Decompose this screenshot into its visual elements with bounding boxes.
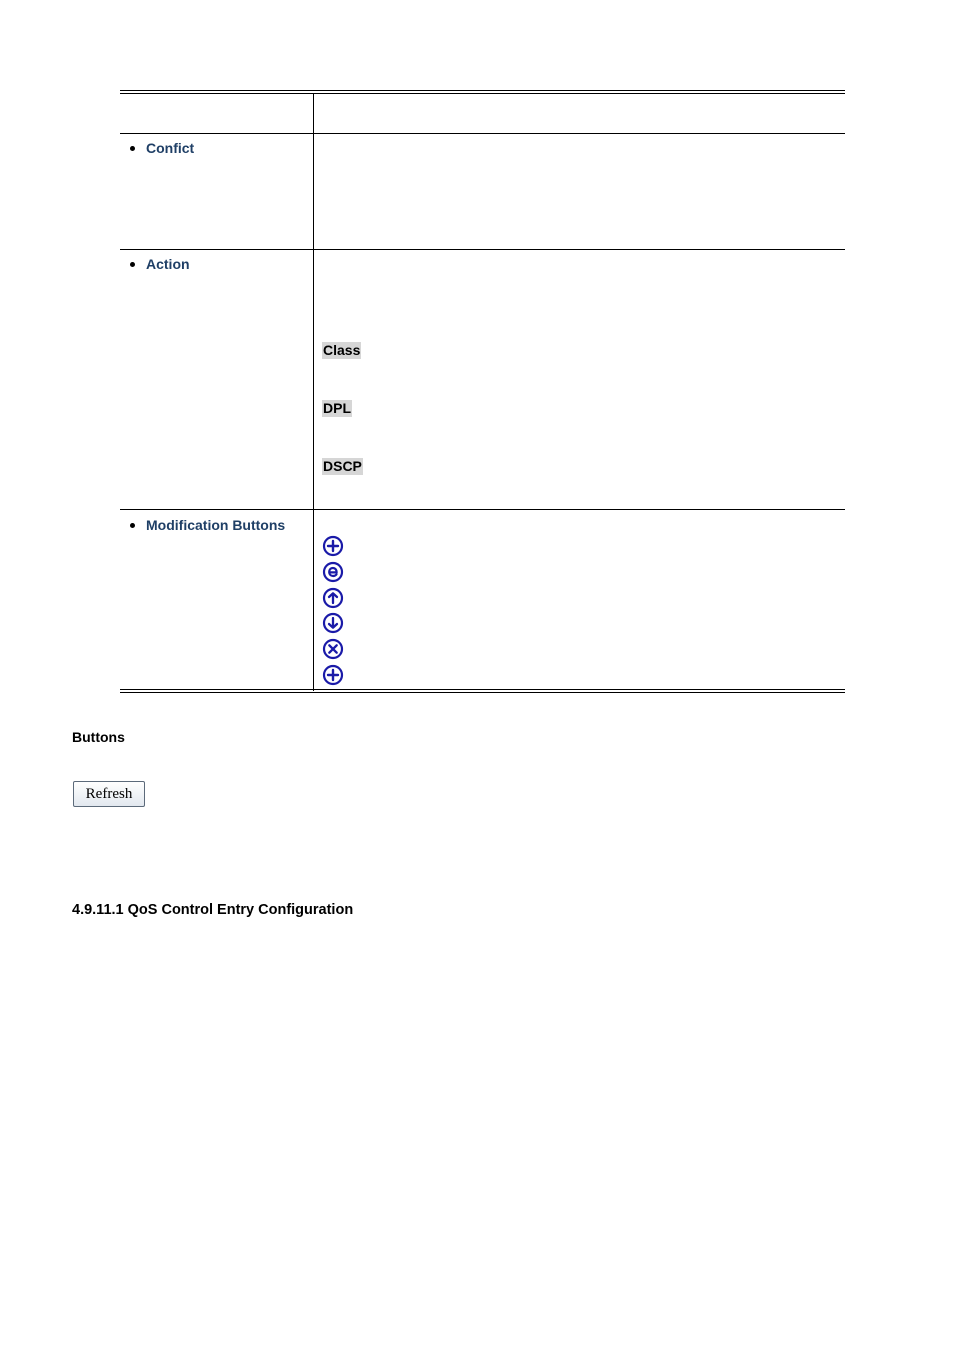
action-class-tag: Class xyxy=(323,342,361,358)
bullet-icon xyxy=(130,262,135,267)
param-label: Modification Buttons xyxy=(146,517,286,533)
table-column-divider xyxy=(313,93,314,691)
table-top-rule xyxy=(120,90,845,91)
buttons-heading: Buttons xyxy=(72,729,125,745)
param-confict xyxy=(130,140,194,156)
table-top-rule-inner xyxy=(120,93,845,94)
section-heading: 4.9.11.1 QoS Control Entry Configuration xyxy=(72,902,354,918)
action-dscp-tag: DSCP xyxy=(323,458,362,474)
table-bottom-rule-inner xyxy=(120,689,845,690)
param-action xyxy=(130,256,190,272)
bullet-icon xyxy=(130,146,135,151)
table-row-rule xyxy=(120,509,845,510)
param-modification-buttons xyxy=(130,517,285,533)
table-header-rule xyxy=(120,133,845,134)
move-up-icon xyxy=(322,587,344,609)
bullet-icon xyxy=(130,523,135,528)
table-row-rule xyxy=(120,249,845,250)
delete-icon xyxy=(322,638,344,660)
refresh-button[interactable]: Refresh xyxy=(73,781,145,807)
action-dpl-tag: DPL xyxy=(323,400,351,416)
edit-icon xyxy=(322,561,344,583)
param-label: Action xyxy=(146,256,190,272)
add-icon xyxy=(322,535,344,557)
param-label: Confict xyxy=(146,140,195,156)
move-down-icon xyxy=(322,612,344,634)
table-bottom-rule xyxy=(120,692,845,693)
add-icon xyxy=(322,664,344,686)
